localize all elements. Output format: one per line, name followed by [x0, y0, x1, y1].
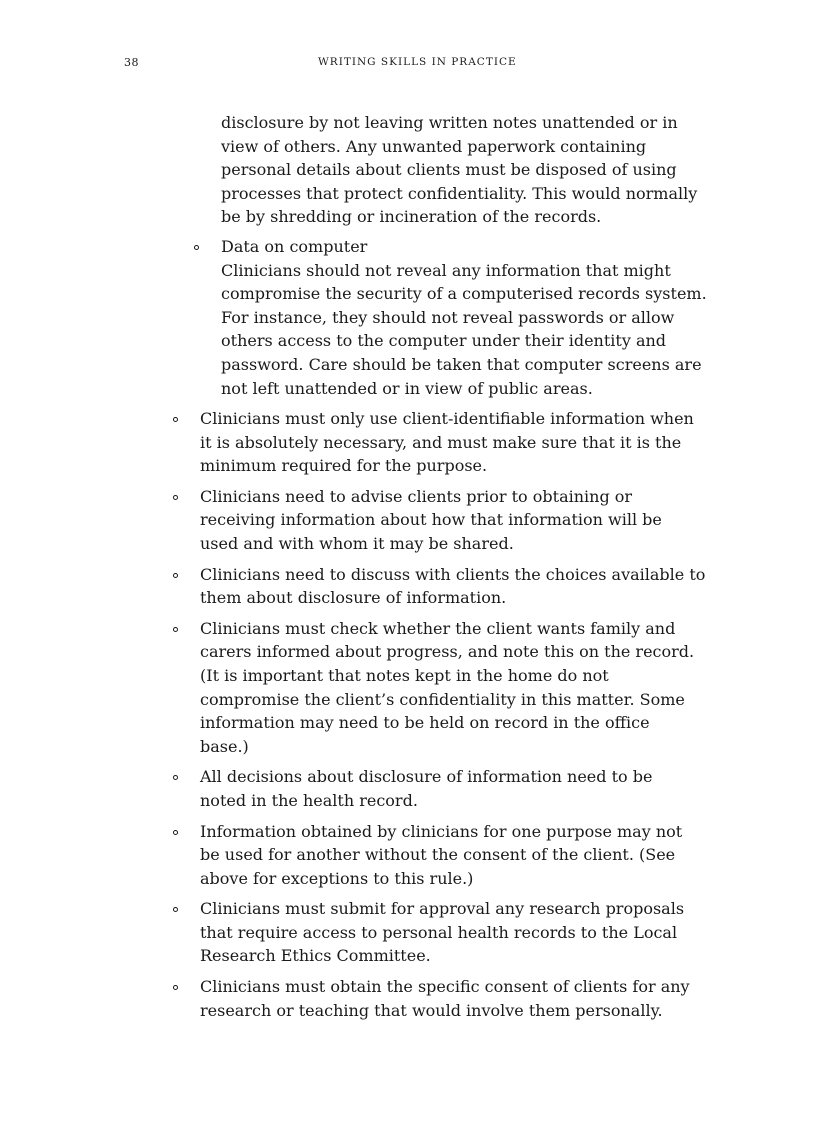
text-line: noted in the health record.: [200, 790, 418, 810]
sub-list-item: [221, 235, 707, 400]
text-line: Clinicians need to discuss with clients the choices available to: [200, 564, 706, 584]
bullet-icon: [173, 573, 178, 578]
text-line: password. Care should be taken that computer screens are: [221, 354, 702, 374]
text-line: view of others. Any unwanted paperwork containing: [221, 136, 647, 156]
text-line: Clinicians should not reveal any information that might: [221, 260, 671, 280]
bullet-icon: [194, 245, 199, 250]
text-line: Clinicians need to advise clients prior to obtaining or: [200, 486, 633, 506]
bullet-icon: [173, 907, 178, 912]
text-line: above for exceptions to this rule.): [200, 868, 474, 888]
list-item: [200, 563, 760, 610]
text-line: not left unattended or in view of public areas.: [221, 378, 593, 398]
text-line: be used for another without the consent of the client. (See: [200, 845, 676, 865]
text-line: them about disclosure of information.: [200, 588, 507, 608]
text-line: Clinicians must submit for approval any research proposals: [200, 899, 685, 919]
text-line: Clinicians must check whether the client wants family and: [200, 618, 676, 638]
text-line: minimum required for the purpose.: [200, 456, 488, 476]
bullet-icon: [173, 985, 178, 990]
bullet-list: [200, 407, 760, 1029]
text-line: receiving information about how that information will be: [200, 510, 662, 530]
bullet-icon: [173, 830, 178, 835]
text-line: information may need to be held on record in the office: [200, 713, 650, 733]
list-item: [200, 765, 760, 812]
list-item: [200, 897, 760, 968]
text-line: research or teaching that would involve them personally.: [200, 1000, 663, 1020]
text-line: used and with whom it may be shared.: [200, 533, 514, 553]
text-line: base.): [200, 736, 249, 756]
text-line: For instance, they should not reveal passwords or allow: [221, 307, 675, 327]
text-line: compromise the security of a computerised records system.: [221, 284, 707, 304]
text-line: compromise the client’s confidentiality in this matter. Some: [200, 689, 685, 709]
text-line: carers informed about progress, and note this on the record.: [200, 642, 695, 662]
list-item: [200, 485, 760, 556]
list-item: [200, 617, 760, 759]
bullet-icon: [173, 627, 178, 632]
text-line: disclosure by not leaving written notes unattended or in: [221, 113, 678, 132]
list-item: [200, 820, 760, 891]
bullet-icon: [173, 495, 178, 500]
bullet-icon: [173, 775, 178, 780]
text-line: it is absolutely necessary, and must make sure that it is the: [200, 432, 682, 452]
text-line: that require access to personal health records to the Local: [200, 922, 678, 942]
text-line: Clinicians must only use client-identifiable information when: [200, 409, 694, 428]
continuation-paragraph: [221, 111, 697, 229]
page-number: 38: [124, 56, 139, 69]
list-item: [200, 407, 760, 478]
text-line: others access to the computer under their identity and: [221, 331, 667, 351]
text-line: All decisions about disclosure of information need to be: [200, 767, 653, 787]
text-line: (It is important that notes kept in the home do not: [200, 665, 609, 685]
bullet-icon: [173, 417, 178, 422]
running-head: WRITING SKILLS IN PRACTICE: [318, 56, 517, 68]
text-line: Research Ethics Committee.: [200, 946, 431, 966]
list-item: [200, 975, 760, 1022]
text-line: be by shredding or incineration of the records.: [221, 207, 602, 227]
text-line: processes that protect confidentiality. This would normally: [221, 183, 698, 203]
text-line: Information obtained by clinicians for one purpose may not: [200, 821, 683, 841]
text-line: Clinicians must obtain the specific consent of clients for any: [200, 977, 690, 997]
sub-item-heading: Data on computer: [221, 237, 368, 256]
text-line: personal details about clients must be disposed of using: [221, 160, 677, 180]
